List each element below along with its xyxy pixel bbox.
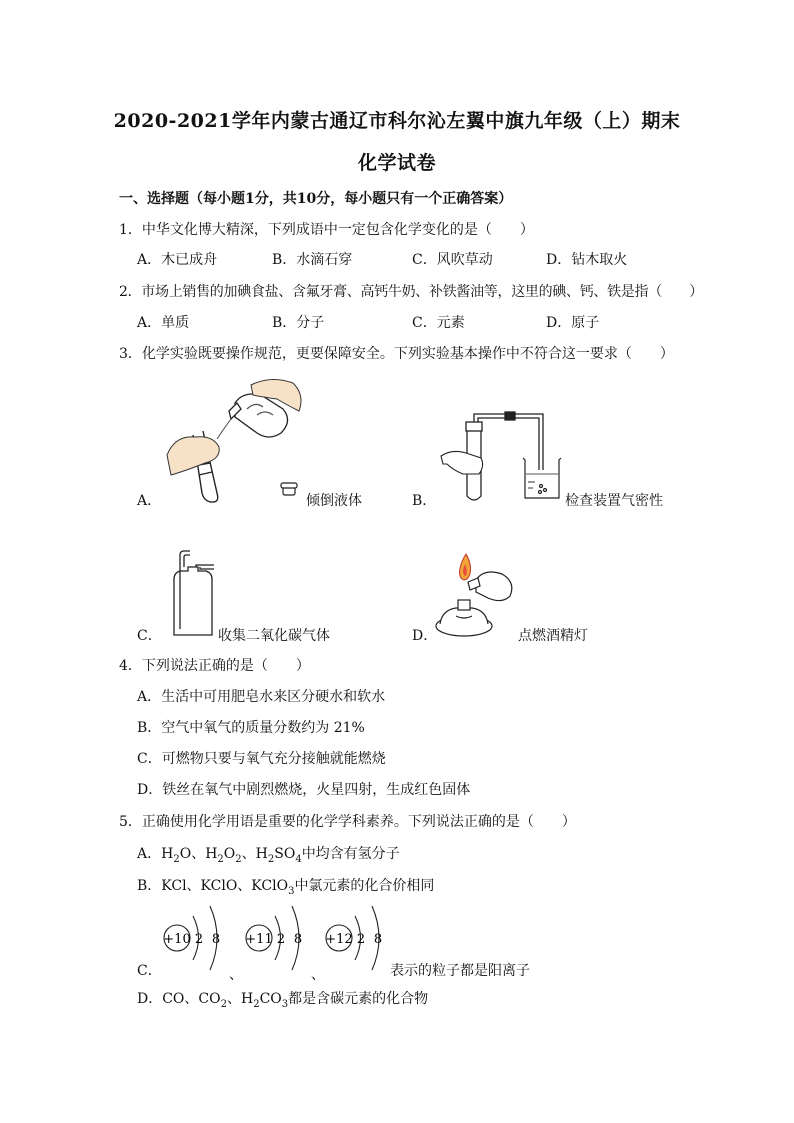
q2-option-c: C．元素: [412, 315, 465, 331]
q4-option-b: B．空气中氧气的质量分数约为 21%: [137, 720, 365, 736]
electron-count: 8: [293, 932, 303, 947]
q1-option-b: B．水滴石穿: [272, 252, 353, 268]
delivery-tube-icon: [474, 412, 543, 470]
q2-option-d: D．原子: [546, 315, 600, 331]
q1-stem: 1．中华文化博大精深，下列成语中一定包含化学变化的是（ ）: [119, 222, 534, 238]
q3-option-a-caption: 倾倒液体: [306, 493, 362, 509]
electron-count: 2: [194, 932, 204, 947]
bottle-stopper-icon: [281, 483, 297, 495]
q5-option-d: D．CO、$CO_2$、$H_2CO_3$都是含碳元素的化合物: [137, 991, 429, 1010]
paper-title-line2: 化学试卷: [357, 152, 436, 174]
q3-option-b-letter: B．: [412, 493, 437, 509]
q3-option-b-caption: 检查装置气密性: [565, 493, 663, 509]
nucleus-charge: +12: [325, 932, 353, 947]
gas-collection-bottle-figure: [168, 549, 218, 639]
section-heading: 一、选择题（每小题1分，共10分，每小题只有一个正确答案）: [119, 191, 513, 207]
q1-option-d: D．钻木取火: [546, 252, 628, 268]
q3-option-d-caption: 点燃酒精灯: [518, 628, 588, 644]
q2-option-a: A．单质: [137, 315, 190, 331]
beaker-icon: [523, 458, 561, 498]
electron-count: 2: [356, 932, 366, 947]
tilted-alcohol-lamp-icon: [468, 572, 512, 601]
q5-option-c-suffix: 表示的粒子都是阳离子: [390, 963, 530, 979]
paper-title-line1: 2020-2021学年内蒙古通辽市科尔沁左翼中旗九年级（上）期末: [113, 110, 681, 132]
q5-option-a: A．$H_2O$、$H_2O_2$、$H_2SO_4$中均含有氢分子: [137, 846, 400, 865]
alcohol-lamp-icon: [436, 600, 492, 636]
ion-diagram: [242, 898, 322, 978]
q3-option-c-caption: 收集二氧化碳气体: [218, 628, 330, 644]
nucleus-charge: +11: [245, 932, 273, 947]
airtightness-check-figure: [435, 412, 565, 504]
electron-count: 8: [373, 932, 383, 947]
q2-option-b: B．分子: [272, 315, 325, 331]
alcohol-lamp-figure: [432, 550, 522, 640]
q4-option-c: C．可燃物只要与氧气充分接触就能燃烧: [137, 751, 386, 767]
q1-option-c: C．风吹草动: [412, 252, 493, 268]
q3-option-a-letter: A．: [137, 493, 162, 509]
q4-option-a: A．生活中可用肥皂水来区分硬水和软水: [137, 689, 386, 705]
hand-icon: [441, 451, 483, 474]
electron-count: 2: [276, 932, 286, 947]
q4-stem: 4．下列说法正确的是（ ）: [119, 658, 310, 674]
q5-option-b: B．KCl、KClO、KClO$_3$中氯元素的化合价相同: [137, 878, 435, 897]
q3-option-c-letter: C．: [137, 628, 162, 644]
q5-stem: 5．正确使用化学用语是重要的化学学科素养。下列说法正确的是（ ）: [119, 814, 576, 830]
ion-diagram: [160, 898, 240, 978]
nucleus-charge: +10: [163, 932, 191, 947]
q4-option-d: D．铁丝在氧气中剧烈燃烧，火星四射，生成红色固体: [137, 782, 471, 798]
pouring-liquid-figure: [165, 375, 305, 505]
q3-option-d-letter: D．: [412, 628, 438, 644]
q5-option-c-letter: C．: [137, 963, 162, 979]
q1-option-a: A．木已成舟: [137, 252, 218, 268]
q2-stem: 2．市场上销售的加碘食盐、含氟牙膏、高钙牛奶、补铁酱油等，这里的碘、钙、铁是指（ ）: [119, 284, 704, 300]
electron-count: 8: [211, 932, 221, 947]
ion-separator-1: 、: [229, 967, 243, 983]
q3-stem: 3．化学实验既要操作规范，更要保障安全。下列实验基本操作中不符合这一要求（ ）: [119, 346, 674, 362]
ion-separator-2: 、: [311, 967, 325, 983]
